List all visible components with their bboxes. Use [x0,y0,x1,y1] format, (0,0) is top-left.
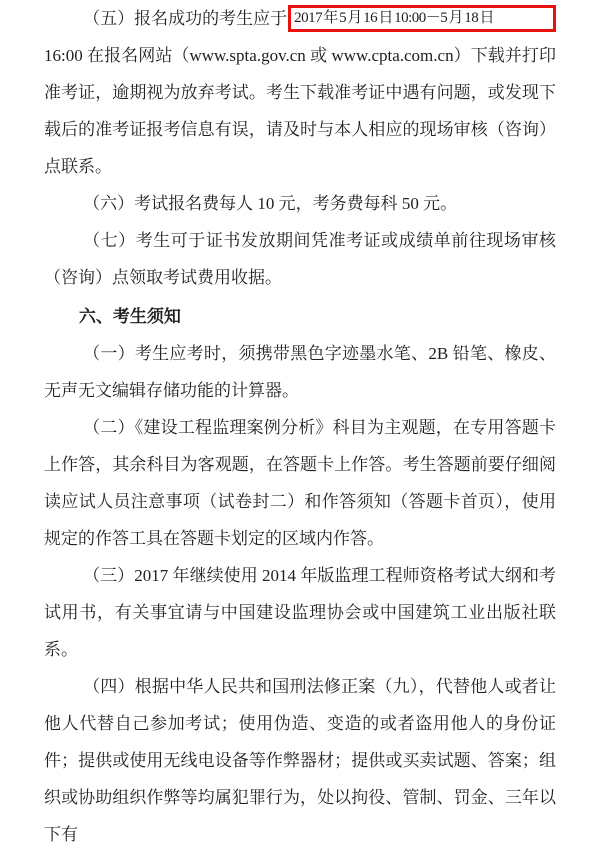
notice-4-criminal-law: （四）根据中华人民共和国刑法修正案（九），代替他人或者让他人代替自己参加考试；使用伪造、变造的或者盗用他人的身份证件；提供或使用无线电设备等作弊器材；提供或买卖试题、答案；组织或协助组织作弊等均属犯罪行为，处以拘役、管制、罚金、三年以下有 [44,677,556,844]
para-7-receipt: （七）考生可于证书发放期间凭准考证或成绩单前往现场审核（咨询）点领取考试费用收据。 [44,231,556,287]
para-5-continuation: 16:00 在报名网站（www.spta.gov.cn 或 www.cpta.com.cn）下载并打印准考证，逾期视为放弃考试。考生下载准考证中遇有问题，或发现下载后的准考证报考信息有误，请及时与本人相应的现场审核（咨询）点联系。 [44,46,556,176]
date-highlight-box [288,5,556,32]
notice-3-exam-outline: （三）2017 年继续使用 2014 年版监理工程师资格考试大纲和考试用书，有关事宜请与中国建设监理协会或中国建筑工业出版社联系。 [44,566,556,659]
para-5-prefix: （五）报名成功的考生应于 [83,9,288,28]
para-5-first-line [44,0,556,37]
notice-1-stationery: （一）考生应考时，须携带黑色字迹墨水笔、2B 铅笔、橡皮、无声无文编辑存储功能的计算器。 [44,344,556,400]
para-6-exam-fee: （六）考试报名费每人 10 元，考务费每科 50 元。 [83,194,458,213]
highlighted-date-text: 2017 年 5 月 16 日 10:00－5 月 18 日 [294,10,495,26]
section-heading-candidate-notes: 六、考生须知 [78,307,181,326]
notice-2-answer-sheet: （二）《建设工程监理案例分析》科目为主观题，在专用答题卡上作答，其余科目为客观题，在答题卡上作答。考生答题前要仔细阅读应试人员注意事项（试卷封二）和作答须知（答题卡首页），使用规定的作答工具在答题卡划定的区域内作答。 [44,418,556,548]
